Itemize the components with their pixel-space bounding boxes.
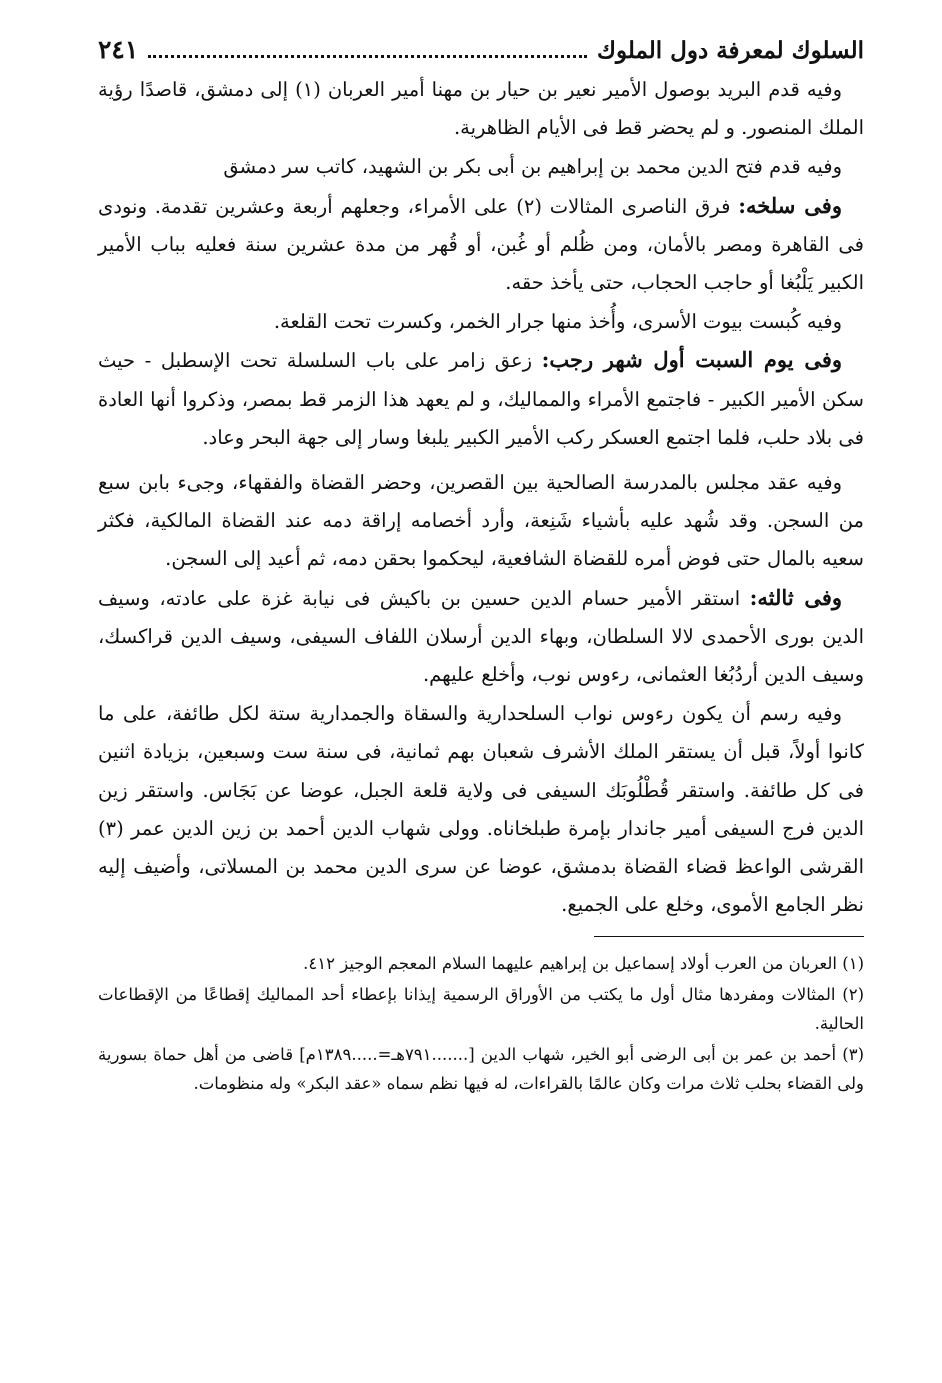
paragraph — [98, 694, 864, 924]
book-page — [98, 30, 864, 1099]
paragraph-text: استقر الأمير حسام الدين حسين بن باكيش فى نيابة غزة على عادته، وسيف الدين بورى الأحمدى لالا السلطان، وبهاء الدين أرسلان اللفاف السيفى، وسيف الدين قراكسك، وسيف الدين أردُبُغا العثمانى، رءوس نوب، وأخلع عليهم. — [98, 586, 864, 687]
paragraph — [98, 341, 864, 457]
footnotes — [98, 949, 864, 1099]
paragraph-text: وفيه قدم البريد بوصول الأمير نعير بن حيار بن مهنا أمير العربان (١) إلى دمشق، قاصدًا رؤية الملك المنصور. و لم يحضر قط فى الأيام الظاهرية. — [98, 78, 864, 140]
paragraph-lead: وفى يوم السبت أول شهر رجب: — [541, 347, 843, 373]
main-text — [98, 70, 864, 924]
paragraph-text: وفيه رسم أن يكون رءوس نواب السلحدارية والسقاة والجمدارية ستة لكل طائفة، على ما كانوا أولاً، قبل أن يستقر الملك الأشرف شعبان بهم ثمانية، فى سنة ست وسبعين، بزيادة اثنين فى كل طائفة. واستقر قُطْلُوبَك السيفى فى ولاية قلعة الجبل، عوضا عن بَجَاس. واستقر زين الدين فرج السيفى أمير جاندار بإمرة طبلخاناه. وولى شهاب الدين أحمد بن زين الدين عمر (٣) القرشى الواعظ قضاء القضاة بدمشق، عوضا عن سرى الدين محمد بن المسلاتى، وأضيف إليه نظر الجامع الأموى، وخلع على الجميع. — [98, 702, 864, 917]
paragraph-text: فرق الناصرى المثالات (٢) على الأمراء، وجعلهم أربعة وعشرين تقدمة. ونودى فى القاهرة ومصر بالأمان، ومن ظُلم أو غُبن، أو قُهر من مدة عشرين سنة فعليه بباب الأمير الكبير يَلْبُغا أو حاجب الحجاب، حتى يأخذ حقه. — [98, 194, 864, 295]
paragraph-text: وفيه عقد مجلس بالمدرسة الصالحية بين القصرين، وحضر القضاة والفقهاء، وجىء بابن سبع من السجن. وقد شُهد عليه بأشياء شَنِعة، وأرد أخصامه إراقة دمه عند القضاة المالكية، فكثر سعيه بالمال حتى فوض أمره للقضاة الشافعية، ليحكموا بحقن دمه، ثم أعيد إلى السجن. — [98, 471, 864, 571]
paragraph-text: وفيه كُبست بيوت الأسرى، وأُخذ منها جرار الخمر، وكسرت تحت القلعة. — [273, 310, 842, 334]
footnote: (١) العربان من العرب أولاد إسماعيل بن إبراهيم عليهما السلام المعجم الوجيز ٤١٢. — [303, 954, 864, 974]
paragraph-text: زعق زامر على باب السلسلة تحت الإسطبل - حيث سكن الأمير الكبير - فاجتمع الأمراء والمماليك، و لم يعهد هذا الزمر قط بمصر، وذكروا أنها العادة فى بلاد حلب، فلما اجتمع العسكر ركب الأمير الكبير يلبغا وسار إلى جهة البحر وعاد. — [98, 349, 864, 449]
paragraph-text: وفيه قدم فتح الدين محمد بن إبراهيم بن أبى بكر بن الشهيد، كاتب سر دمشق — [223, 155, 842, 179]
footnote: (٢) المثالات ومفردها مثال أول ما يكتب من الأوراق الرسمية إيذانا بإعطاء أحد المماليك إقطاعًا من الإقطاعات الحالية. — [98, 984, 864, 1034]
paragraph — [98, 147, 864, 186]
footnote-separator — [594, 936, 864, 937]
running-header — [98, 30, 864, 70]
paragraph — [98, 302, 864, 341]
page-number: ٢٤١ — [98, 35, 139, 64]
paragraph — [98, 70, 864, 147]
paragraph-lead: وفى ثالثه: — [749, 584, 843, 610]
paragraph — [98, 463, 864, 579]
paragraph-lead: وفى سلخه: — [738, 192, 842, 218]
book-title: السلوك لمعرفة دول الملوك — [596, 37, 864, 64]
dotted-leader — [148, 54, 587, 58]
footnote: (٣) أحمد بن عمر بن أبى الرضى أبو الخير، شهاب الدين [.......٧٩١هـ=.....١٣٨٩م] قاضى من أهل حماة بسورية ولى القضاء بحلب ثلاث مرات وكان عالمًا بالقراءات، له فيها نظم سماه «عقد البكر» وله منظومات. — [98, 1044, 864, 1094]
paragraph — [98, 187, 864, 303]
paragraph — [98, 579, 864, 695]
